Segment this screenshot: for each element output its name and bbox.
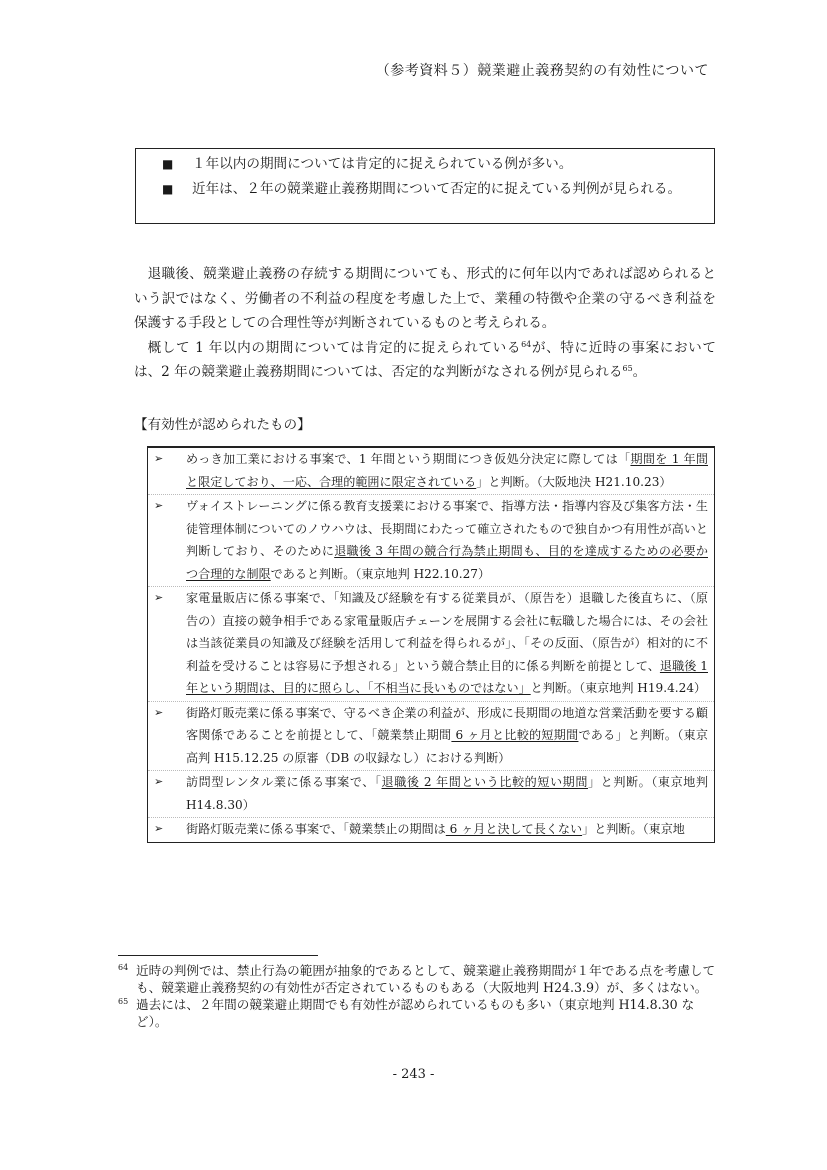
page-header-title: （参考資料５）競業避止義務契約の有効性について — [375, 63, 709, 79]
case-highlight: 退職後 2 年間という比較的短い期間 — [381, 775, 588, 789]
case-highlight: 期間を 1 年間と限定しており、一応、合理的範囲に限定されている — [186, 452, 708, 489]
case-list — [147, 446, 715, 843]
case-item: ➢ 訪問型レンタル業に係る事案で、「退職後 2 年間という比較的短い期間」と判断。（東京地判 H14.8.30） — [148, 771, 714, 818]
footnote-ref-65[interactable]: 65 — [622, 364, 633, 373]
arrow-bullet-icon: ➢ — [154, 822, 164, 835]
section-heading: 【有効性が認められたもの】 — [134, 417, 311, 433]
footnote-64 — [118, 962, 718, 996]
case-highlight: 6 ヶ月と比較的短期間 — [451, 728, 579, 742]
case-item: ➢ 家電量販店に係る事案で、「知識及び経験を有する従業員が、（原告を）退職した後直ちに、（原告の）直接の競争相手である家電量販店チェーンを展開する会社に転職した場合には、その会社は当該従業員の知識及び経験を活用して利益を得られるが」、「その反面、（原告が）相対的に不利益を受けることは容易に予想される」という競合禁止目的に係る判断を前提として、退職後 1 年という期間は、目的に照らし、「不相当に長いものではない」と判断。（東京地判 H19.4.24） — [148, 587, 714, 702]
summary-item — [162, 177, 714, 202]
page-number: - 243 - — [392, 1067, 435, 1082]
arrow-bullet-icon: ➢ — [154, 775, 164, 788]
arrow-bullet-icon: ➢ — [154, 499, 164, 512]
footnote-ref-64[interactable]: 64 — [521, 339, 532, 349]
footnote-number: 65 — [118, 997, 129, 1006]
body-text — [134, 262, 716, 385]
case-highlight: 退職後 1 年という期間は、目的に照らし、「不相当に長いものではない」 — [186, 658, 708, 695]
case-item: ➢ ヴォイストレーニングに係る教育支援業における事案で、指導方法・指導内容及び集客方法・生徒管理体制についてのノウハウは、長期間にわたって確立されたもので独自かつ有用性が高いと判断しており、そのために退職後 3 年間の競合行為禁止期間も、目的を達成するための必要かつ合理的な制限であると判断。（東京地判 H22.10.27） — [148, 495, 714, 587]
summary-box — [135, 148, 715, 224]
arrow-bullet-icon: ➢ — [154, 452, 164, 465]
footnote-divider — [118, 955, 318, 956]
arrow-bullet-icon: ➢ — [154, 705, 164, 719]
square-bullet-icon: ■ — [162, 182, 174, 196]
summary-item — [162, 152, 714, 177]
body-paragraph-2: 概して 1 年以内の期間については肯定的に捉えられている$^{64}$が、特に近時の事案においては、2 年の競業避止義務期間については、否定的な判断がなされる例が見られる$^{65}$。 — [134, 339, 716, 380]
case-item: ➢ めっき加工業における事案で、1 年間という期間につき仮処分決定に際しては「期間を 1 年間と限定しており、一応、合理的範囲に限定されている」と判断。（大阪地決 H21.10.23） — [148, 448, 714, 495]
footnote-text: 近時の判例では、禁止行為の範囲が抽象的であるとして、競業避止義務期間が１年である点を考慮しても、競業避止義務契約の有効性が否定されているものもある（大阪地判 H24.3.9）が、多くはない。 — [136, 963, 716, 995]
footnotes — [118, 962, 718, 1030]
body-paragraph-1: 退職後、競業避止義務の存続する期間についても、形式的に何年以内であれば認められるという訳ではなく、労働者の不利益の程度を考慮した上で、業種の特徴や企業の守るべき利益を保護する手段としての合理性等が判断されているものと考えられる。 — [134, 266, 716, 331]
summary-item-text: 近年は、２年の競業避止義務期間について否定的に捉えている判例が見られる。 — [192, 181, 682, 197]
summary-item-text: １年以内の期間については肯定的に捉えられている例が多い。 — [192, 156, 573, 172]
footnote-number: 64 — [118, 963, 129, 972]
footnote-65 — [118, 996, 718, 1030]
case-item: ➢ 街路灯販売業に係る事案で、守るべき企業の利益が、形成に長期間の地道な営業活動を要する顧客関係であることを前提として、「競業禁止期間 6 ヶ月と比較的短期間である」と判断。（東京高判 H15.12.25 の原審（DB の収録なし）における判断） — [148, 702, 714, 772]
square-bullet-icon: ■ — [162, 157, 174, 171]
case-highlight: 6 ヶ月と決して長くない — [445, 822, 583, 836]
arrow-bullet-icon: ➢ — [154, 591, 164, 604]
case-item: ➢ 街路灯販売業に係る事案で、「競業禁止の期間は 6 ヶ月と決して長くない」と判断。（東京地 — [148, 818, 714, 842]
case-highlight: 退職後 3 年間の競合行為禁止期間も、目的を達成するための必要かつ合理的な制限 — [186, 544, 708, 581]
footnote-text: 過去には、２年間の競業避止期間でも有効性が認められているものも多い（東京地判 H14.8.30 など）。 — [136, 997, 695, 1029]
